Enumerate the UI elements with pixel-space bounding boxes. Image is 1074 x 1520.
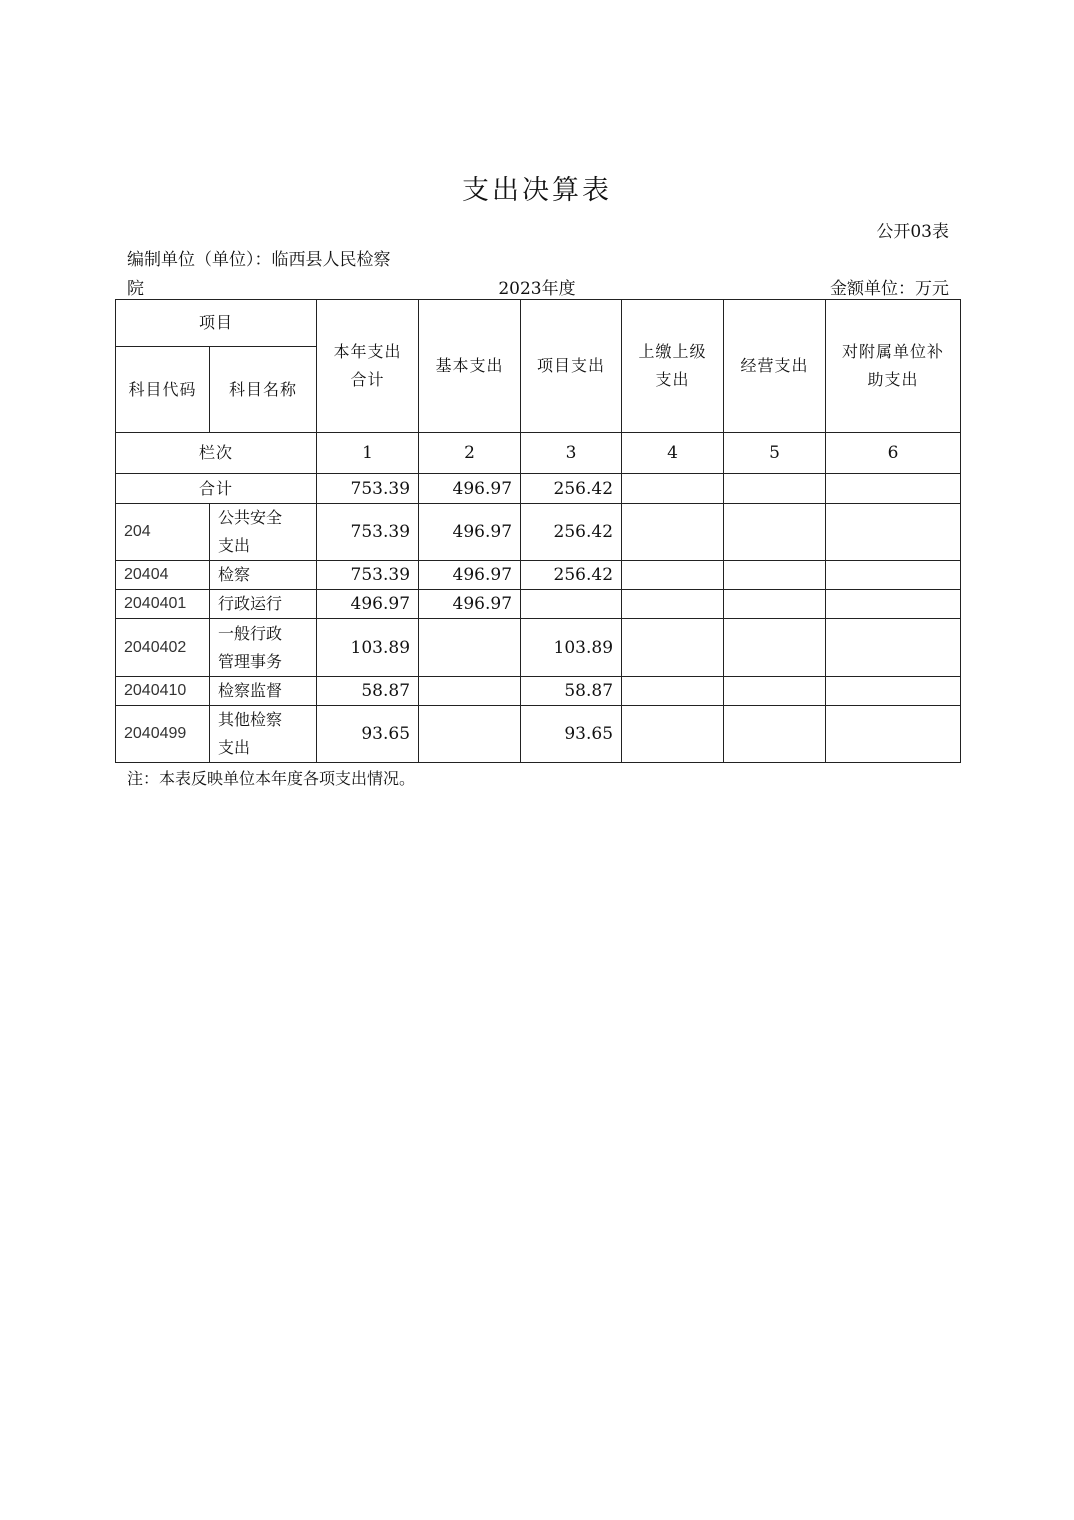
cell-business bbox=[724, 561, 826, 590]
cell-business bbox=[724, 504, 826, 561]
cell-code: 2040410 bbox=[116, 677, 210, 706]
cell-project: 103.89 bbox=[521, 619, 622, 677]
cell-upper bbox=[622, 677, 724, 706]
cell-upper bbox=[622, 474, 724, 504]
cell-basic: 496.97 bbox=[419, 474, 521, 504]
cell-subsidy bbox=[826, 706, 961, 763]
cell-total: 753.39 bbox=[317, 561, 419, 590]
cell-subsidy bbox=[826, 619, 961, 677]
cell-subsidy bbox=[826, 590, 961, 619]
cell-total: 753.39 bbox=[317, 474, 419, 504]
cell-code: 2040402 bbox=[116, 619, 210, 677]
col-num: 1 bbox=[317, 433, 419, 474]
header-total: 本年支出合计 bbox=[317, 300, 419, 433]
amount-unit: 金额单位：万元 bbox=[830, 279, 949, 299]
fiscal-year: 2023年度 bbox=[498, 279, 576, 299]
cell-business bbox=[724, 706, 826, 763]
table-row bbox=[116, 619, 961, 677]
cell-upper bbox=[622, 504, 724, 561]
cell-project bbox=[521, 590, 622, 619]
expenditure-table bbox=[115, 299, 961, 763]
cell-name: 检察 bbox=[210, 561, 317, 590]
col-num: 5 bbox=[724, 433, 826, 474]
cell-name: 检察监督 bbox=[210, 677, 317, 706]
cell-total: 58.87 bbox=[317, 677, 419, 706]
header-business: 经营支出 bbox=[724, 300, 826, 433]
col-num: 4 bbox=[622, 433, 724, 474]
cell-name: 其他检察支出 bbox=[210, 706, 317, 763]
table-note: 注：本表反映单位本年度各项支出情况。 bbox=[127, 769, 416, 788]
form-number: 公开03表 bbox=[876, 222, 949, 242]
cell-project: 256.42 bbox=[521, 504, 622, 561]
cell-project: 93.65 bbox=[521, 706, 622, 763]
cell-basic bbox=[419, 706, 521, 763]
header-col-order: 栏次 bbox=[116, 433, 317, 474]
cell-code: 2040401 bbox=[116, 590, 210, 619]
cell-business bbox=[724, 677, 826, 706]
table-row bbox=[116, 504, 961, 561]
page-title: 支出决算表 bbox=[462, 175, 612, 206]
table-row bbox=[116, 706, 961, 763]
cell-project: 58.87 bbox=[521, 677, 622, 706]
cell-upper bbox=[622, 561, 724, 590]
col-num: 3 bbox=[521, 433, 622, 474]
header-item: 项目 bbox=[116, 300, 317, 347]
header-code: 科目代码 bbox=[116, 347, 210, 433]
cell-basic: 496.97 bbox=[419, 561, 521, 590]
cell-upper bbox=[622, 619, 724, 677]
cell-subsidy bbox=[826, 677, 961, 706]
cell-subsidy bbox=[826, 474, 961, 504]
cell-subsidy bbox=[826, 561, 961, 590]
cell-basic: 496.97 bbox=[419, 590, 521, 619]
cell-total: 93.65 bbox=[317, 706, 419, 763]
cell-upper bbox=[622, 590, 724, 619]
col-num: 6 bbox=[826, 433, 961, 474]
cell-basic bbox=[419, 619, 521, 677]
cell-total: 753.39 bbox=[317, 504, 419, 561]
header-upper: 上缴上级支出 bbox=[622, 300, 724, 433]
cell-total: 103.89 bbox=[317, 619, 419, 677]
cell-total: 496.97 bbox=[317, 590, 419, 619]
cell-business bbox=[724, 590, 826, 619]
table-row bbox=[116, 677, 961, 706]
cell-basic bbox=[419, 677, 521, 706]
cell-business bbox=[724, 619, 826, 677]
cell-code: 2040499 bbox=[116, 706, 210, 763]
cell-upper bbox=[622, 706, 724, 763]
sum-row bbox=[116, 474, 961, 504]
cell-business bbox=[724, 474, 826, 504]
cell-project: 256.42 bbox=[521, 474, 622, 504]
cell-code: 204 bbox=[116, 504, 210, 561]
cell-basic: 496.97 bbox=[419, 504, 521, 561]
compiling-unit: 编制单位（单位）：临西县人民检察 bbox=[127, 250, 391, 270]
sum-label: 合计 bbox=[116, 474, 317, 504]
cell-name: 行政运行 bbox=[210, 590, 317, 619]
cell-subsidy bbox=[826, 504, 961, 561]
table-row bbox=[116, 590, 961, 619]
header-project: 项目支出 bbox=[521, 300, 622, 433]
cell-code: 20404 bbox=[116, 561, 210, 590]
cell-project: 256.42 bbox=[521, 561, 622, 590]
compiling-unit-cont: 院 bbox=[127, 279, 144, 299]
table-row bbox=[116, 561, 961, 590]
header-name: 科目名称 bbox=[210, 347, 317, 433]
col-num: 2 bbox=[419, 433, 521, 474]
cell-name: 一般行政管理事务 bbox=[210, 619, 317, 677]
header-subsidy: 对附属单位补助支出 bbox=[826, 300, 961, 433]
header-basic: 基本支出 bbox=[419, 300, 521, 433]
cell-name: 公共安全支出 bbox=[210, 504, 317, 561]
